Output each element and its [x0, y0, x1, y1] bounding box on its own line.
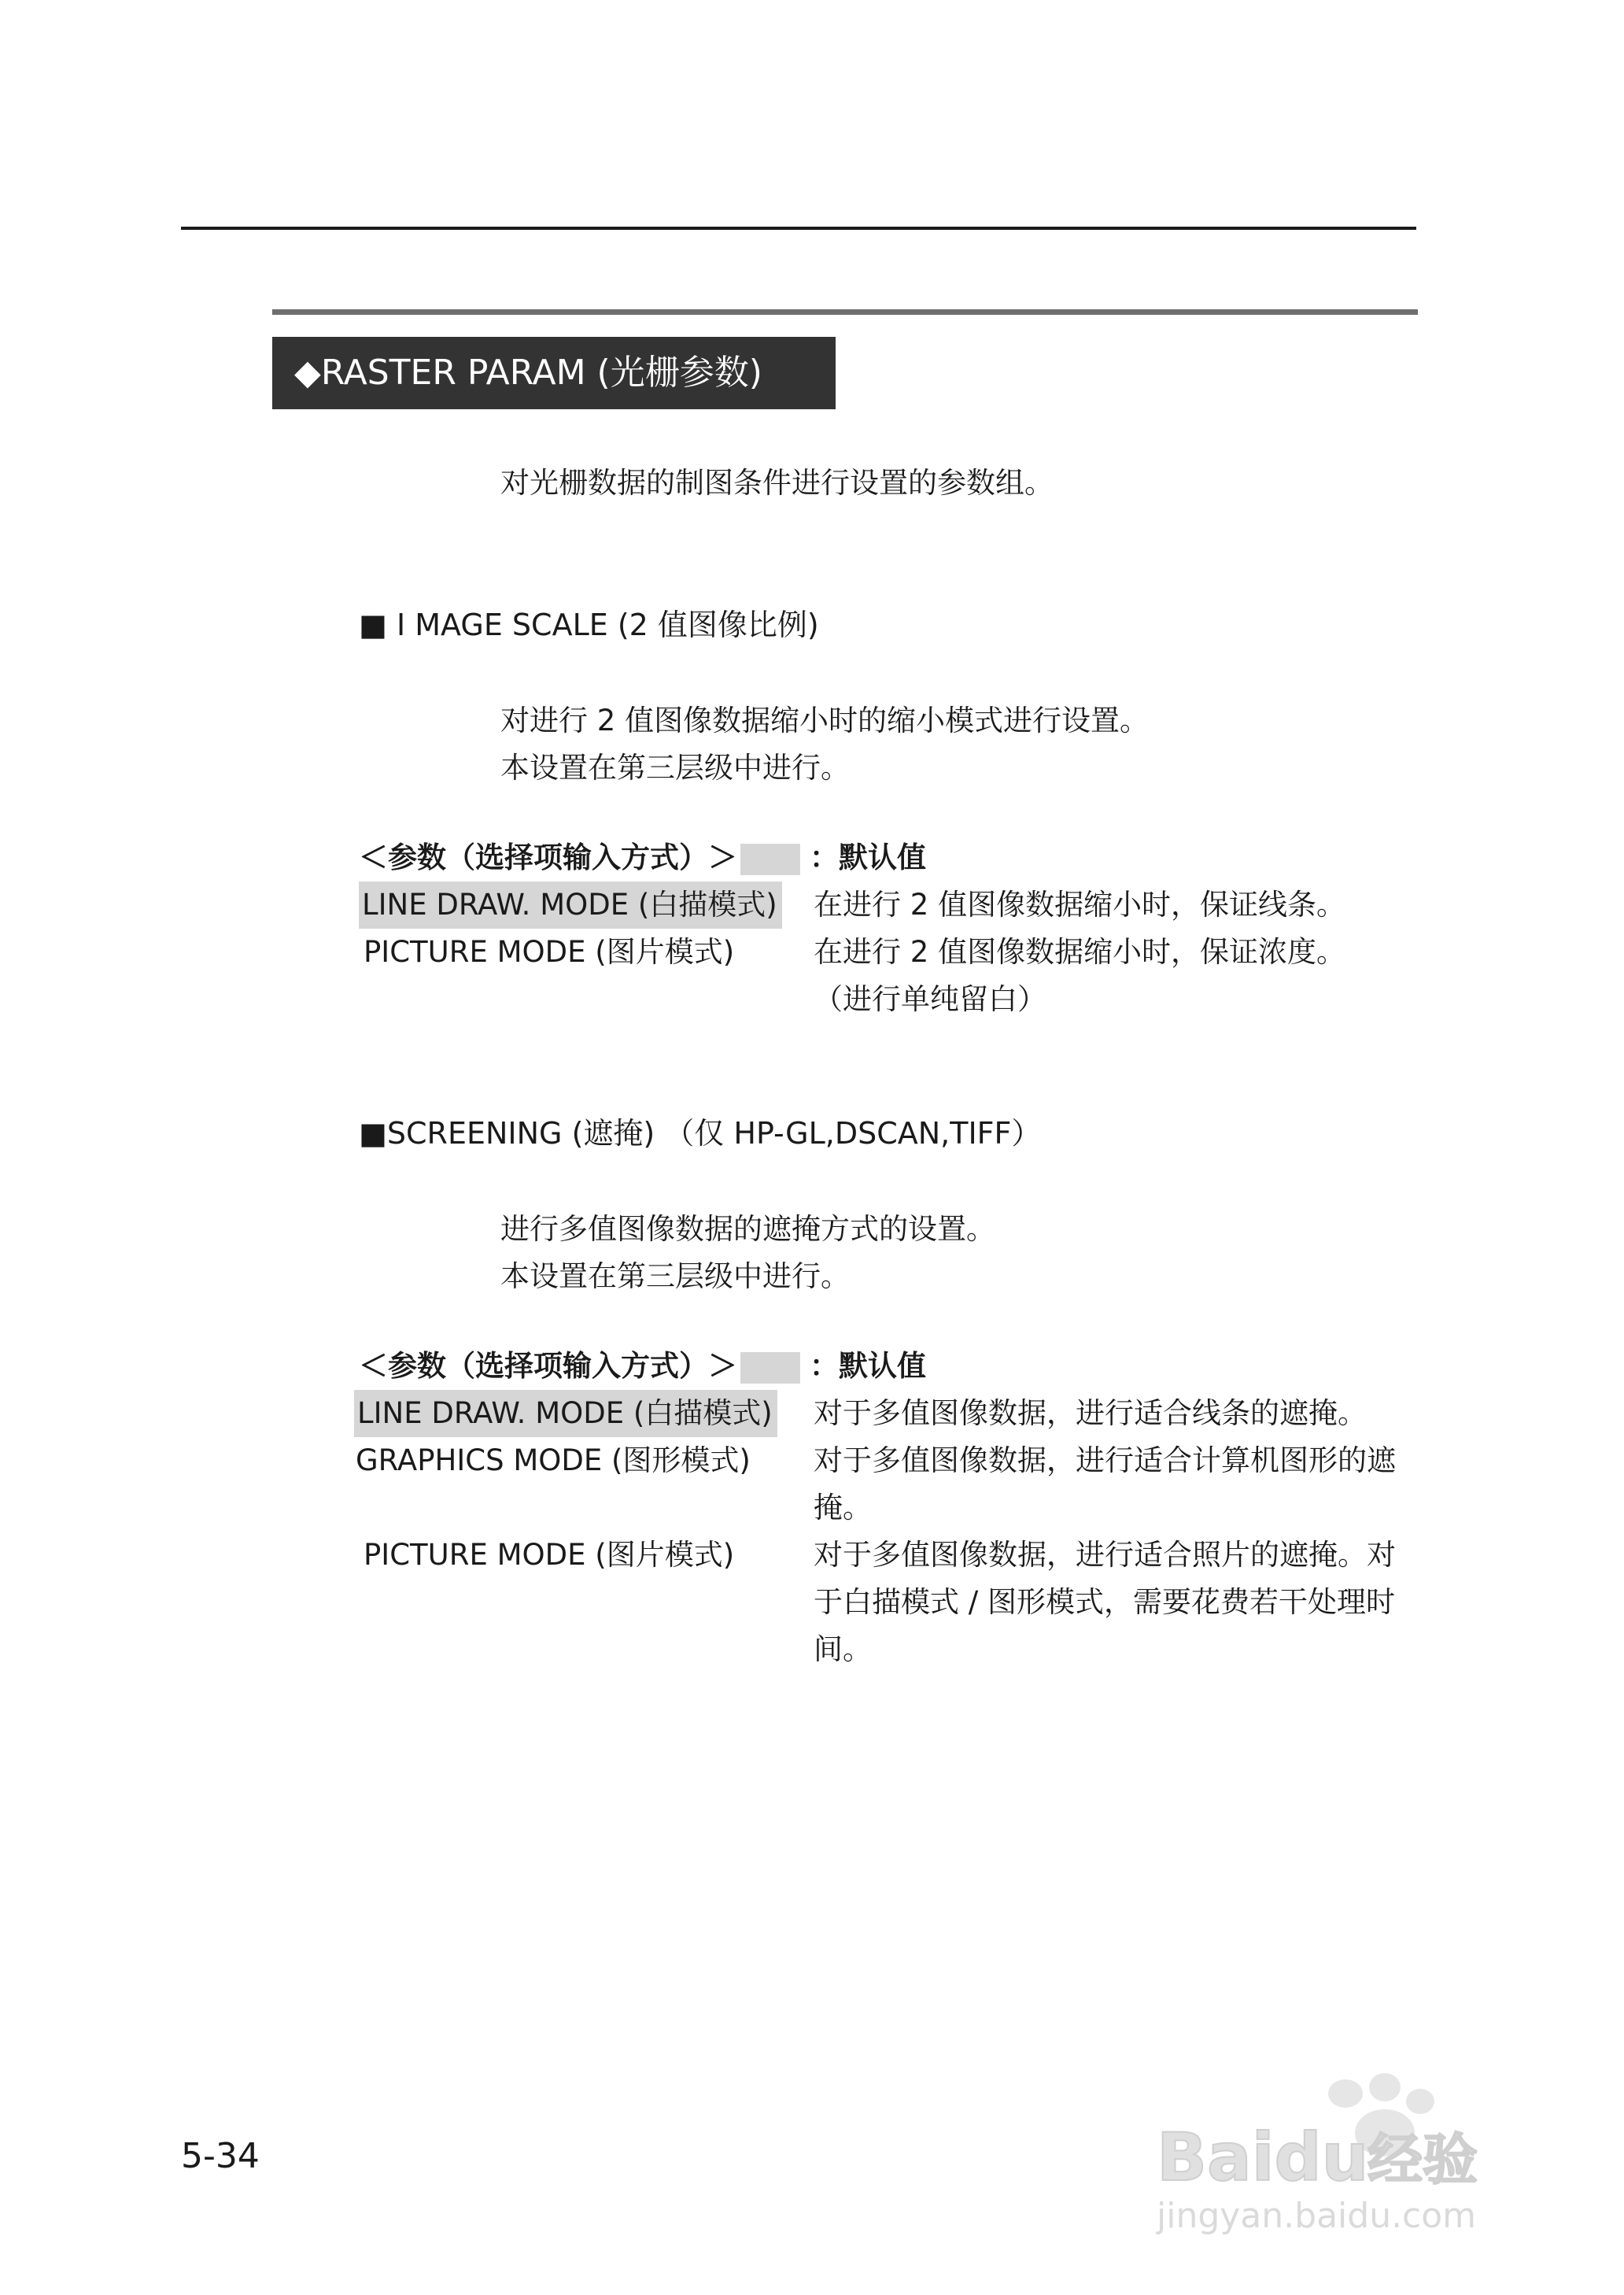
option-desc: 间。 — [814, 1632, 872, 1666]
option-name: GRAPHICS MODE (图形模式) — [356, 1443, 751, 1477]
option-desc: 于白描模式 / 图形模式，需要花费若干处理时 — [814, 1585, 1395, 1619]
legend-label: ＜参数（选择项输入方式）＞ — [359, 841, 737, 874]
option-desc: 掩。 — [814, 1491, 872, 1524]
top-rule — [181, 227, 1416, 230]
svg-text:jingyan.baidu.com: jingyan.baidu.com — [1157, 2196, 1477, 2236]
screening-heading: ■SCREENING (遮掩) （仅 HP-GL,DSCAN,TIFF） — [359, 1116, 1042, 1151]
section-intro: 对光栅数据的制图条件进行设置的参数组。 — [500, 466, 1054, 500]
image-scale-legend — [359, 834, 926, 881]
section-title: ◆RASTER PARAM (光栅参数) — [272, 337, 836, 409]
option-desc: （进行单纯留白） — [814, 982, 1046, 1016]
image-scale-heading: ■ I MAGE SCALE (2 值图像比例) — [359, 608, 819, 642]
option-desc: 对于多值图像数据，进行适合线条的遮掩。 — [814, 1396, 1367, 1430]
screening-legend — [359, 1343, 926, 1390]
option-desc: 对于多值图像数据，进行适合计算机图形的遮 — [814, 1443, 1396, 1477]
option-name: PICTURE MODE (图片模式) — [364, 1538, 735, 1572]
option-name — [359, 881, 782, 929]
svg-text:Baidu: Baidu — [1157, 2119, 1369, 2196]
option-name — [354, 1390, 777, 1437]
section-rule — [272, 309, 1418, 315]
option-desc: 在进行 2 值图像数据缩小时，保证浓度。 — [814, 935, 1346, 969]
option-label-default: LINE DRAW. MODE (白描模式) — [354, 1390, 777, 1437]
image-scale-desc-2: 本设置在第三层级中进行。 — [500, 751, 850, 785]
option-desc: 在进行 2 值图像数据缩小时，保证线条。 — [814, 888, 1346, 922]
option-desc: 对于多值图像数据，进行适合照片的遮掩。对 — [814, 1538, 1396, 1572]
screening-desc-1: 进行多值图像数据的遮掩方式的设置。 — [500, 1212, 995, 1246]
svg-text:经验: 经验 — [1367, 2127, 1478, 2192]
option-label-default: LINE DRAW. MODE (白描模式) — [359, 881, 782, 929]
option-name: PICTURE MODE (图片模式) — [364, 935, 735, 969]
legend-label: ＜参数（选择项输入方式）＞ — [359, 1349, 737, 1383]
default-swatch — [740, 1352, 800, 1384]
legend-default: ：默认值 — [810, 1349, 926, 1383]
page-number: 5-34 — [181, 2136, 260, 2176]
legend-default: ：默认值 — [810, 841, 926, 874]
default-swatch — [740, 844, 800, 875]
screening-desc-2: 本设置在第三层级中进行。 — [500, 1259, 850, 1293]
image-scale-desc-1: 对进行 2 值图像数据缩小时的缩小模式进行设置。 — [500, 704, 1150, 737]
baidu-jingyan-watermark — [1149, 2070, 1558, 2243]
